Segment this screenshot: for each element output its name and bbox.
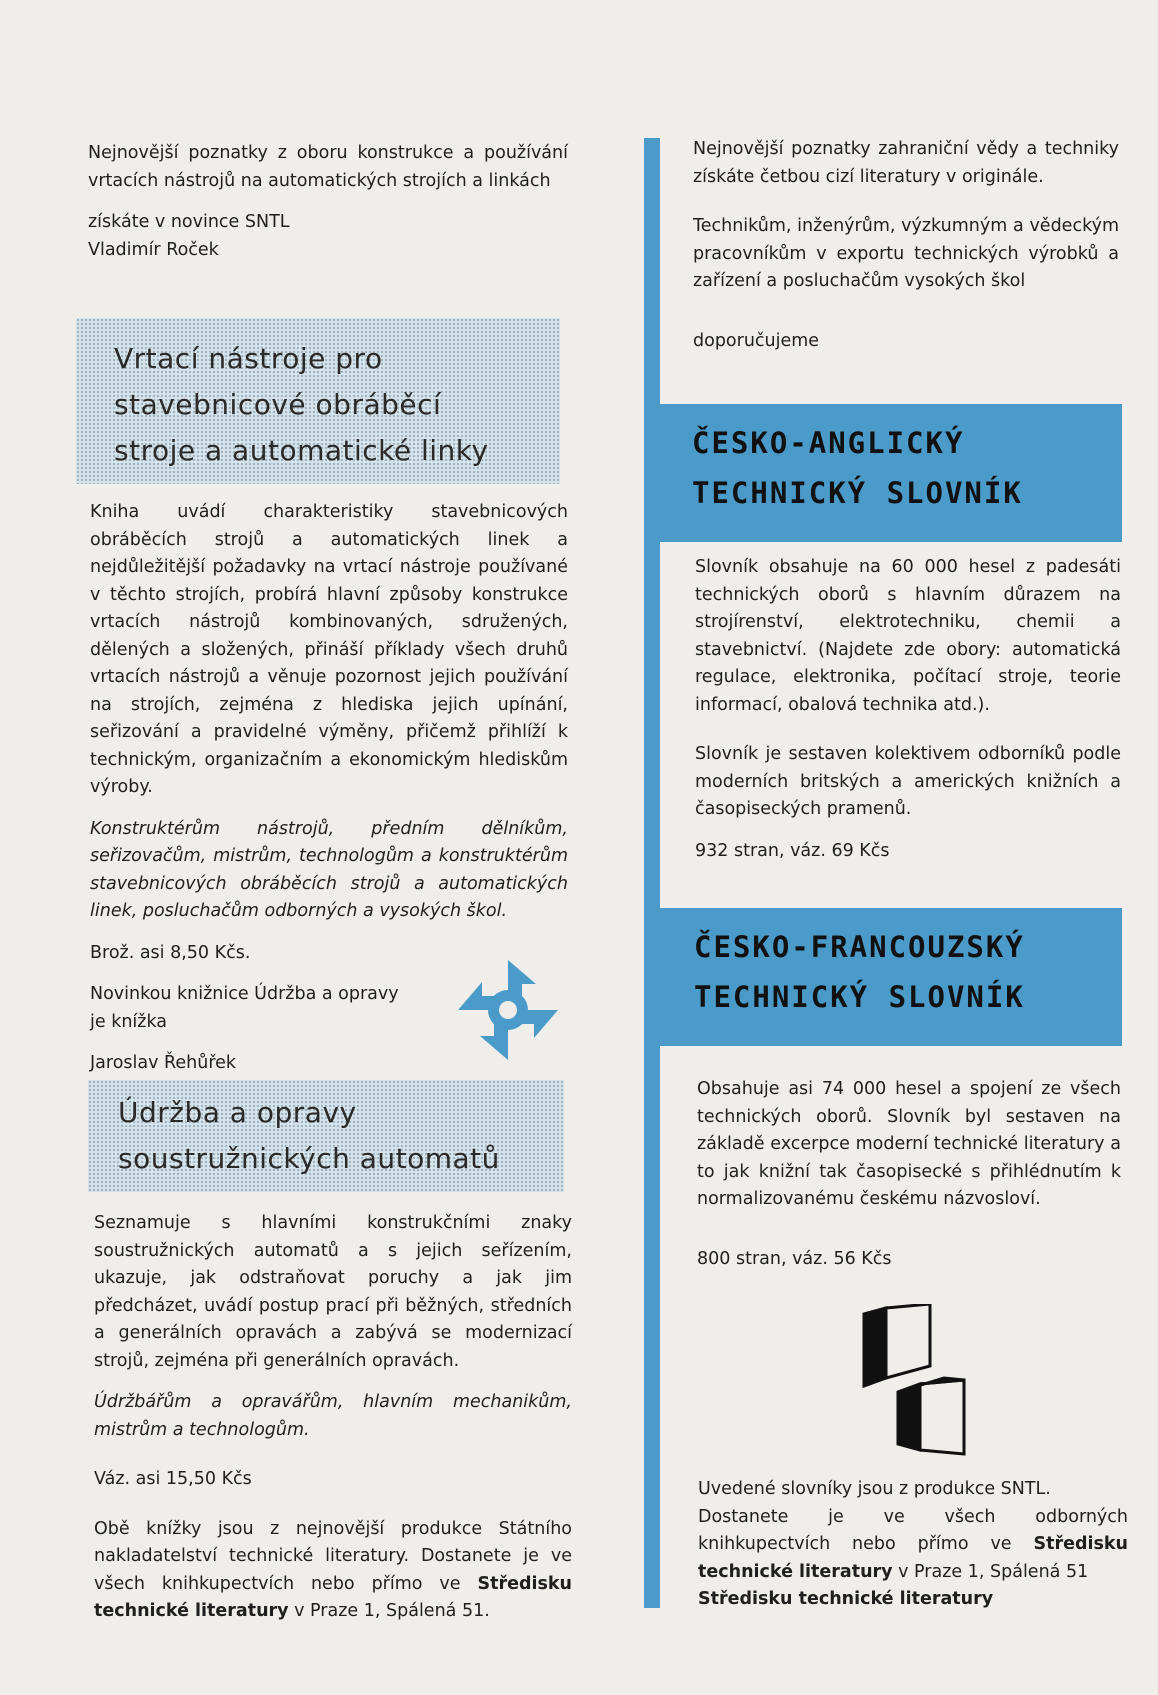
series-line2: je knížka [90,1011,168,1032]
right-footer-main [698,1504,1128,1587]
book1-title-line2: stavebnicové obráběcí [114,388,442,421]
right-footer [698,1476,1128,1614]
dict1-title-line1: ČESKO-ANGLICKÝ [692,426,965,460]
right-footer-bold2: Středisku technické literatury [698,1589,994,1609]
left-footer [94,1516,572,1626]
dict2-price: 800 stran, váz. 56 Kčs [697,1248,892,1269]
series-line1: Novinkou knižnice Údržba a opravy [90,984,399,1004]
author-rocek: Vladimír Roček [88,239,219,260]
book2-body [94,1210,572,1626]
left-footer-bold: Středisku technické literatury [94,1573,572,1621]
dict2-title-line2: TECHNICKÝ SLOVNÍK [694,980,1025,1014]
book2-price: Váz. asi 15,50 Kčs [94,1469,252,1489]
dict1-price: 932 stran, váz. 69 Kčs [695,840,890,861]
left-footer-text: Obě knížky jsou z nejnovější produkce Státního nakladatelství technické literatury. Dostanete je ve všech knihkupectvích nebo přímo ve [94,1518,572,1594]
book1-price: Brož. asi 8,50 Kčs. [90,942,251,963]
book1-audience: Konstruktérům nástrojů, předním dělníkům, seřizovačům, mistrům, technologům a konstruktérům stavebnicových obráběcích strojů a automatických linek, posluchačům odborných a vysokých škol. [90,818,568,921]
book1-title-box [76,318,560,484]
right-footer-end: v Praze 1, Spálená 51 [898,1561,1089,1582]
right-top [693,136,1119,355]
book1-description: Kniha uvádí charakteristiky stavebnicových obráběcích strojů a automatických linek a nejdůležitější požadavky na vrtací nástroje používané v těchto strojích, probírá hlavní způsoby konstrukce vrtacích nástrojů kombinovaných, sdružených, dělených a složených, přináší příklady všech druhů vrtacích nástrojů a věnuje pozornost jejich používání na strojích, zejména z hlediska jejich upínání, seřizování a pravidelné výměny, přičemž přihlíží k technickým, organizačním a ekonomickým hlediskům výroby. [90,502,568,797]
left-intro: Nejnovější poznatky z oboru konstrukce a používání vrtacích nástrojů na automatických strojích a linkách [88,143,568,191]
book2-description: Seznamuje s hlavními konstrukčními znaky soustružnických automatů a s jejich seřízením, ukazuje, jak odstraňovat poruchy a jak jim předcházet, uvádí postup prací při běžných, středních a generálních opravách a zabývá se modernizací strojů, zejména při generálních opravách. [94,1213,572,1371]
right-footer-line1: Uvedené slovníky jsou z produkce SNTL. [698,1479,1051,1499]
left-column [88,140,568,264]
book2-title-line2: soustružnických automatů [118,1142,500,1175]
cube-blocks-icon [858,1304,970,1456]
book2-title-box [88,1080,564,1192]
blue-vertical-bar [644,138,660,1608]
right-intro: Nejnovější poznatky zahraniční vědy a techniky získáte četbou cizí literatury v originále. [693,139,1119,187]
dict2-description: Obsahuje asi 74 000 hesel a spojení ze všech technických oborů. Slovník byl sestaven na základě excerpce moderní technické literatury a to jak knižní tak časopisecké s přihlédnutím k normalizovanému českému názvosloví. [697,1079,1121,1209]
left-footer-end: v Praze 1, Spálená 51. [294,1601,490,1621]
book1-title-line3: stroje a automatické linky [114,434,489,467]
right-audience: Technikům, inženýrům, výzkumným a vědeckým pracovníkům v exportu technických výrobků a zařízení a posluchačům vysokých škol [693,216,1119,291]
author-rehurek: Jaroslav Řehůřek [90,1053,237,1073]
book2-audience: Údržbářům a opravářům, hlavním mechanikům, mistrům a technologům. [94,1392,572,1440]
book1-title-line1: Vrtací nástroje pro [114,342,383,375]
right-footer-text: Dostanete je ve všech odborných knihkupectvích nebo přímo ve [698,1506,1128,1554]
book2-title-line1: Údržba a opravy [118,1096,357,1129]
dict2-title-line1: ČESKO-FRANCOUZSKÝ [694,930,1025,964]
dict2-body [697,1076,1121,1273]
dict1-title-line2: TECHNICKÝ SLOVNÍK [692,476,1023,510]
dict1-authors: Slovník je sestaven kolektivem odborníků podle moderních britských a amerických knižních a časopiseckých pramenů. [695,744,1121,819]
dict1-body [695,554,1121,865]
left-source: získáte v novince SNTL [88,212,290,232]
right-footer-bold: Středisku technické literatury [698,1534,1128,1582]
dict1-description: Slovník obsahuje na 60 000 hesel z padesáti technických oborů s hlavním důrazem na strojírenství, elektrotechniku, chemii a stavebnictví. (Najdete zde obory: automatická regulace, elektronika, počítací stroje, teorie informací, obalová technika atd.). [695,557,1121,715]
recycle-arrows-icon [452,954,564,1066]
dict1-title [692,418,1023,518]
right-recommend: doporučujeme [693,330,820,351]
dict2-title [694,922,1025,1022]
